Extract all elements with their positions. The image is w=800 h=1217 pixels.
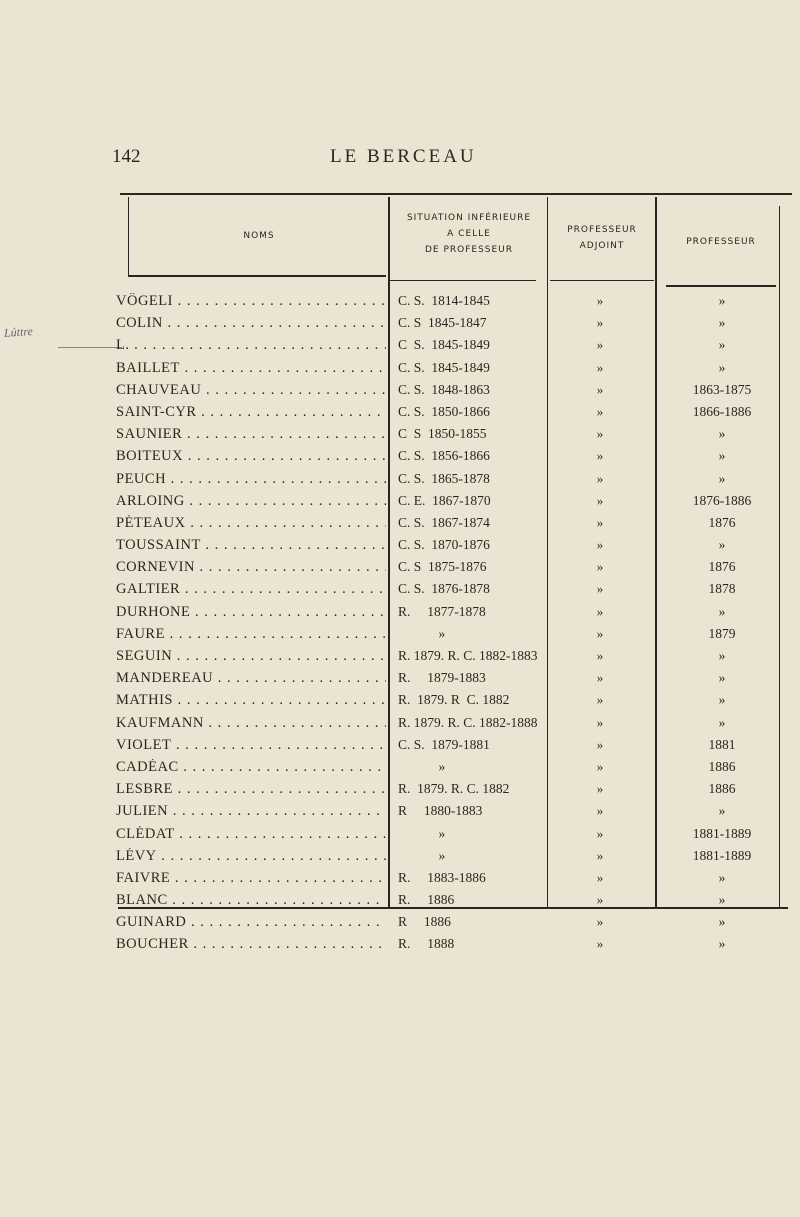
margin-annotation: Lúttre [3,324,34,340]
cell-adjoint: » [596,892,604,908]
cell-professeur: » [718,803,726,819]
column-header-professeur [657,234,785,250]
cell-professeur: » [718,914,726,930]
table-row [0,581,800,603]
cell-nom: GALTIER . . . [116,581,386,598]
cell-nom: PEUCH . . . [116,471,386,488]
cell-adjoint: » [596,537,604,553]
header-bottom-rule-noms [128,275,386,277]
cell-adjoint: » [596,936,604,952]
cell-adjoint: » [596,492,604,508]
cell-adjoint: » [596,359,604,375]
table-row [0,892,800,914]
cell-professeur: 1886 [708,781,736,797]
cell-nom: PÉTEAUX . . . [116,515,386,532]
cell-professeur: » [718,603,726,619]
cell-situation: R. 1879. R. C. 1882-1888 [398,714,538,730]
cell-situation: C. S. 1848-1863 [398,381,490,397]
cell-professeur: » [718,714,726,730]
header-bottom-rule-professeur [666,285,776,287]
table-top-rule [120,193,792,195]
cell-professeur: 1876 [708,559,736,575]
cell-adjoint: » [596,293,604,308]
cell-situation: C. S. 1865-1878 [398,470,490,486]
cell-situation: C S. 1845-1849 [398,337,490,353]
cell-nom: BOITEUX . . . [116,448,386,465]
cell-adjoint: » [596,847,604,863]
cell-nom: VIOLET . . . [116,737,386,754]
cell-situation: C. S 1875-1876 [398,559,487,575]
cell-situation: C. S. 1879-1881 [398,736,490,752]
column-header-situation-line1: SITUATION INFÉRIEURE [406,213,532,223]
cell-professeur: » [718,337,726,353]
table-row [0,426,800,448]
header-bottom-rule-situation [390,280,536,281]
column-header-situation-line3: DE PROFESSEUR [424,245,514,255]
cell-situation: R. 1879. R C. 1882 [398,692,510,708]
cell-situation: C. E. 1867-1870 [398,492,491,508]
cell-professeur: » [718,293,726,308]
cell-nom: MANDEREAU . . . [116,670,386,687]
cell-adjoint: » [596,403,604,419]
table-row [0,737,800,759]
cell-situation: » [398,758,446,774]
column-header-noms-label: NOMS [243,231,275,241]
cell-nom: TOUSSAINT . . . [116,537,386,554]
cell-nom: JULIEN . . . [116,803,386,820]
column-header-noms [130,228,388,244]
cell-professeur: » [718,869,726,885]
cell-situation: C. S. 1850-1866 [398,403,490,419]
cell-nom: LESBRE . . . [116,781,386,798]
cell-situation: C. S. 1814-1845 [398,293,490,308]
table-row [0,626,800,648]
table-row [0,848,800,870]
column-header-professeur-label: PROFESSEUR [686,237,756,247]
table-row [0,692,800,714]
cell-nom: DURHONE . . . [116,604,386,621]
cell-nom: FAIVRE . . . [116,870,386,887]
table-row [0,337,800,359]
table-row [0,448,800,470]
cell-situation: C. S. 1856-1866 [398,448,490,464]
cell-professeur: » [718,648,726,663]
cell-nom: CHAUVEAU . . . [116,382,386,399]
cell-nom: SAINT-CYR . . . [116,404,386,421]
cell-situation: C. S. 1876-1878 [398,581,490,597]
cell-situation: R. 1879. R. C. 1882 [398,781,510,797]
table-row [0,914,800,936]
cell-situation: R. 1879. R. C. 1882-1883 [398,648,538,663]
cell-nom: SEGUIN . . . [116,648,386,665]
cell-situation: R. 1886 [398,892,455,908]
table-row [0,515,800,537]
cell-situation: R. 1883-1886 [398,869,486,885]
table-row [0,604,800,626]
column-header-adjoint [548,222,656,254]
cell-situation: » [398,625,446,641]
cell-adjoint: » [596,381,604,397]
cell-professeur: » [718,670,726,686]
page-number: 142 [112,146,141,167]
table-row [0,315,800,337]
cell-professeur: 1881 [708,736,736,752]
cell-situation: R. 1879-1883 [398,670,486,686]
cell-adjoint: » [596,869,604,885]
cell-professeur: » [718,315,726,331]
cell-nom: CLÉDAT . . . [116,826,386,843]
cell-adjoint: » [596,825,604,841]
cell-adjoint: » [596,470,604,486]
cell-nom: BLANC . . . [116,892,386,909]
table-row [0,360,800,382]
cell-professeur: » [718,936,726,952]
table-row [0,803,800,825]
cell-professeur: 1879 [708,625,736,641]
cell-adjoint: » [596,692,604,708]
table-row [0,648,800,670]
cell-nom: LÉVY . . . [116,848,386,865]
cell-adjoint: » [596,670,604,686]
cell-adjoint: » [596,337,604,353]
table-row [0,537,800,559]
cell-nom: GUINARD . . . [116,914,386,931]
cell-professeur: » [718,426,726,442]
cell-adjoint: » [596,559,604,575]
table-row [0,936,800,958]
cell-nom: FAURE . . . [116,626,386,643]
cell-situation: R 1886 [398,914,451,930]
column-header-adjoint-line1: PROFESSEUR [567,225,637,235]
table-row [0,781,800,803]
cell-professeur: » [718,692,726,708]
column-header-adjoint-line2: ADJOINT [579,241,625,251]
table-row [0,559,800,581]
cell-adjoint: » [596,514,604,530]
cell-nom: MATHIS . . . [116,692,386,709]
cell-adjoint: » [596,803,604,819]
cell-professeur: » [718,892,726,908]
cell-adjoint: » [596,758,604,774]
cell-adjoint: » [596,648,604,663]
cell-situation: C. S. 1870-1876 [398,537,490,553]
cell-situation: » [398,825,446,841]
running-title: LE BERCEAU [330,146,477,167]
cell-professeur: 1881-1889 [692,825,752,841]
cell-situation: R. 1877-1878 [398,603,486,619]
cell-nom: COLIN . . . [116,315,386,332]
cell-adjoint: » [596,781,604,797]
cell-situation: R 1880-1883 [398,803,483,819]
column-header-situation [390,210,548,258]
cell-professeur: 1878 [708,581,736,597]
cell-professeur: » [718,448,726,464]
cell-situation: C. S. 1867-1874 [398,514,490,530]
cell-professeur: » [718,359,726,375]
column-header-situation-line2: A CELLE [447,229,491,239]
cell-professeur: 1866-1886 [692,403,752,419]
cell-nom: VÔGELI . . . [116,293,386,310]
cell-situation: C S 1850-1855 [398,426,487,442]
cell-nom: ARLOING . . . [116,493,386,510]
cell-nom: KAUFMANN . . . [116,715,386,732]
cell-adjoint: » [596,714,604,730]
table-row [0,759,800,781]
cell-nom: BAILLET . . . [116,360,386,377]
cell-situation: » [398,847,446,863]
cell-professeur: 1886 [708,758,736,774]
table-row [0,670,800,692]
cell-professeur: 1881-1889 [692,847,752,863]
cell-professeur: » [718,537,726,553]
cell-adjoint: » [596,736,604,752]
table-row [0,715,800,737]
cell-situation: C. S 1845-1847 [398,315,487,331]
cell-nom: SAUNIER . . . [116,426,386,443]
cell-professeur: 1876 [708,514,736,530]
table-row [0,471,800,493]
cell-nom: BOUCHER . . . [116,936,386,953]
table-row [0,382,800,404]
cell-situation: R. 1888 [398,936,455,952]
table-row [0,870,800,892]
table-row [0,293,800,315]
cell-professeur: 1876-1886 [692,492,752,508]
cell-adjoint: » [596,603,604,619]
cell-situation: C. S. 1845-1849 [398,359,490,375]
cell-adjoint: » [596,315,604,331]
cell-nom: CORNEVIN . . . [116,559,386,576]
cell-adjoint: » [596,625,604,641]
cell-adjoint: » [596,914,604,930]
table-body [0,293,800,959]
table-row [0,493,800,515]
cell-professeur: » [718,470,726,486]
cell-professeur: 1863-1875 [692,381,752,397]
header-bottom-rule-adjoint [550,280,654,281]
cell-adjoint: » [596,581,604,597]
cell-adjoint: » [596,426,604,442]
left-border [128,197,129,275]
table-row [0,404,800,426]
cell-adjoint: » [596,448,604,464]
cell-nom: L. . . . [116,337,386,354]
cell-nom: CADÉAC . . . [116,759,386,776]
table-row [0,826,800,848]
